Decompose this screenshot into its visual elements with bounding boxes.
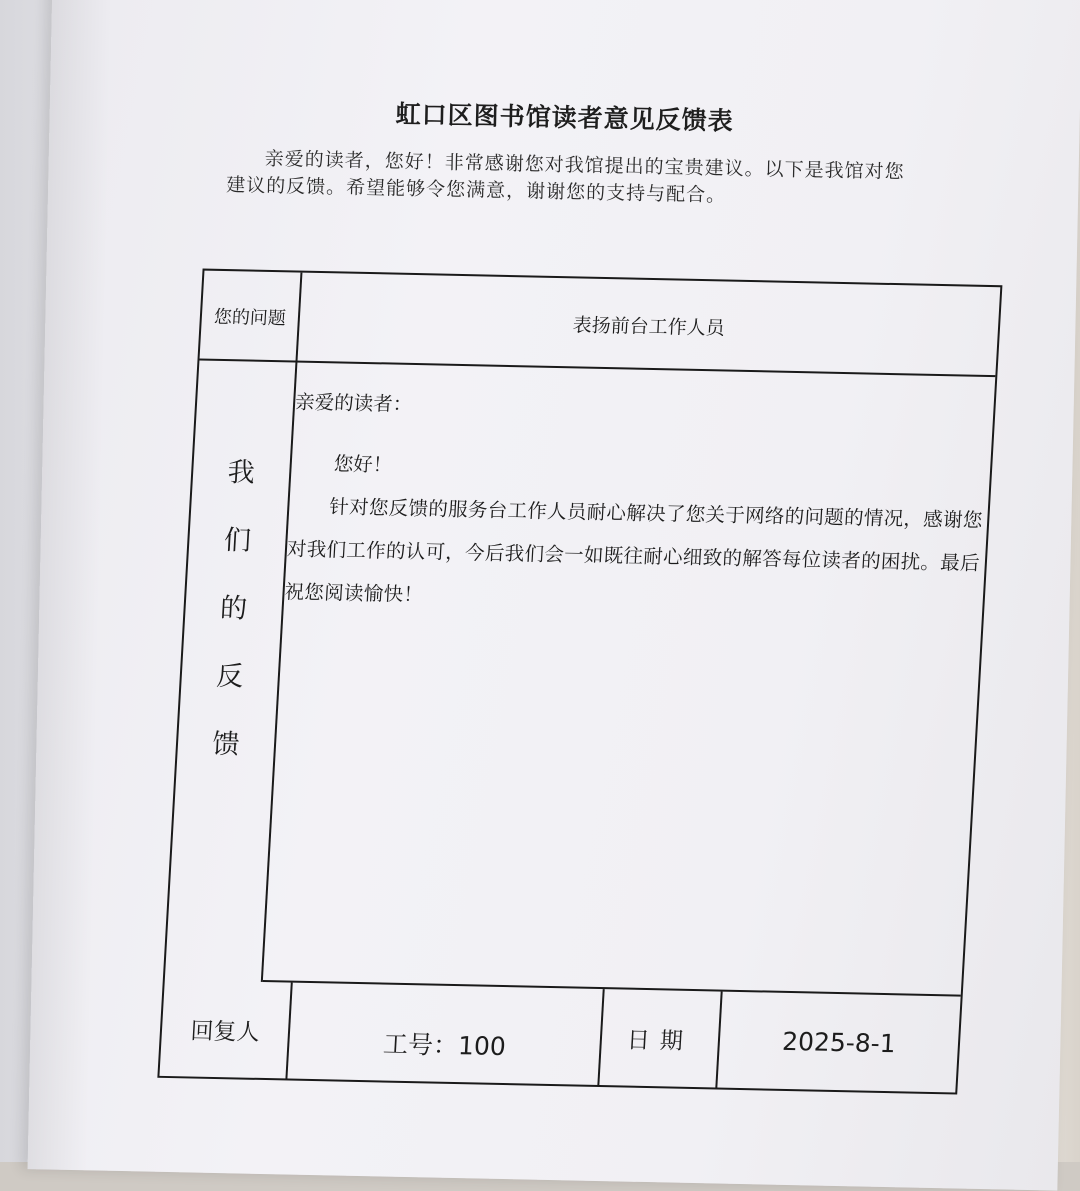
feedback-label-char: 的 (219, 593, 248, 625)
feedback-body: 针对您反馈的服务台工作人员耐心解决了您关于网络的问题的情况，感谢您对我们工作的认可，今后我们会一如既往耐心细致的解答每位读者的困扰。最后祝您阅读愉快！ (283, 495, 984, 607)
feedback-greeting: 亲爱的读者： (294, 390, 413, 416)
date-label: 日期 (599, 989, 722, 1087)
feedback-form-table (157, 269, 1002, 1095)
replier-value: 工号：100 (287, 983, 604, 1085)
feedback-hello: 您好！ (333, 452, 393, 477)
form-title: 虹口区图书馆读者意见反馈表 (395, 99, 734, 136)
replier-label: 回复人 (159, 980, 292, 1079)
feedback-label-char: 我 (226, 457, 256, 489)
feedback-label-char: 反 (215, 660, 245, 693)
date-value: 2025-8-1 (781, 1026, 897, 1058)
intro-paragraph: 亲爱的读者，您好！非常感谢您对我馆提出的宝贵建议。以下是我馆对您建议的反馈。希望能够令您满意，谢谢您的支持与配合。 (225, 147, 905, 207)
feedback-label-char: 们 (223, 525, 252, 557)
question-value: 表扬前台工作人员 (572, 313, 726, 339)
feedback-label-char: 馈 (211, 728, 241, 761)
feedback-content (263, 363, 995, 997)
question-label: 您的问题 (199, 271, 302, 363)
paper-page (28, 0, 1080, 1191)
